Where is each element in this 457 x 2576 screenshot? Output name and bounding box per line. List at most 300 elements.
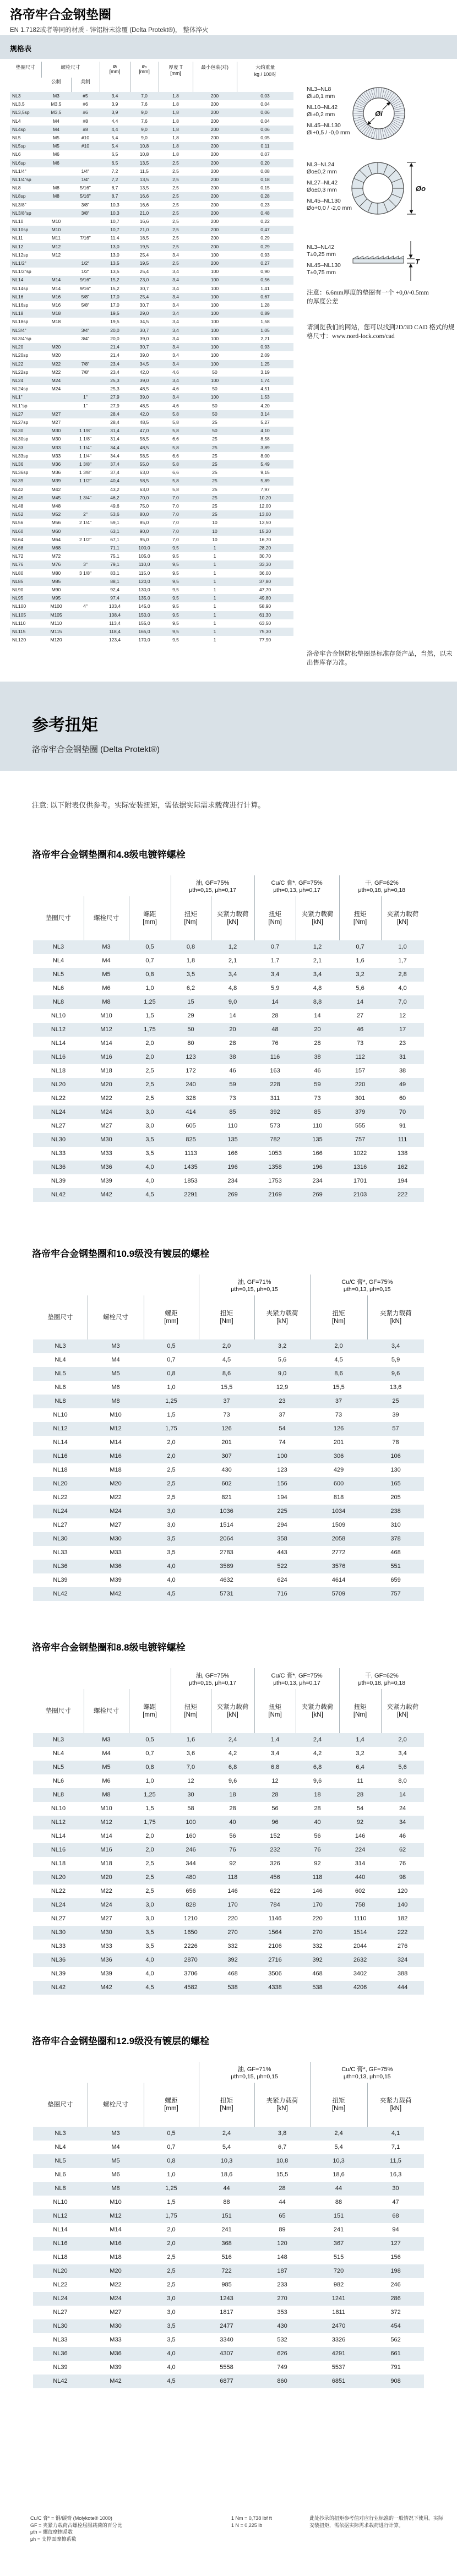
table-cell: 1509 xyxy=(331,1522,346,1528)
table-cell: 58 xyxy=(187,1805,194,1812)
table-cell: 1,05 xyxy=(260,327,270,333)
table-cell: 2,0 xyxy=(222,1343,231,1349)
column-header: 扭矩 [Nm] xyxy=(171,1689,211,1733)
table-cell: NL95 xyxy=(12,595,24,601)
table-cell: 20 xyxy=(229,1026,236,1033)
table-cell: 28,20 xyxy=(259,544,271,551)
table-cell: 372 xyxy=(390,2309,401,2316)
table-cell: M20 xyxy=(110,2268,122,2274)
table-cell: 12 xyxy=(271,1778,279,1784)
table-row xyxy=(33,1023,424,1037)
table-cell: 166 xyxy=(312,1150,323,1157)
table-cell: 118,4 xyxy=(109,629,121,634)
table-cell: 468 xyxy=(390,1549,401,1556)
table-cell: 100 xyxy=(210,344,219,350)
column-header: 夹紧力载荷 [kN] xyxy=(211,1689,254,1733)
table-cell: 15,2 xyxy=(110,277,119,283)
table-cell: 48,5 xyxy=(139,402,149,409)
table-cell: 112 xyxy=(355,1054,365,1060)
table-cell: 13,00 xyxy=(259,511,271,518)
table-row xyxy=(10,92,293,100)
page-subtitle: EN 1.7182或者等同的材质 · 锌铝粉末涂覆 (Delta Protekt®)， 整体淬火 xyxy=(10,27,209,34)
table-cell: M115 xyxy=(50,629,62,634)
table-cell: 58,5 xyxy=(139,478,149,484)
table-cell: 201 xyxy=(333,1439,344,1446)
table-cell: 83,1 xyxy=(110,570,119,576)
table-cell: 44 xyxy=(279,2199,286,2205)
torque-table-title: 洛帝牢合金钢垫圈和4.8级电镀锌螺栓 xyxy=(32,849,186,860)
label-line: Øi±0,2 mm xyxy=(307,111,335,118)
table-cell: NL14 xyxy=(51,1040,66,1047)
table-cell: NL80 xyxy=(12,570,24,576)
outer-dia-tolerances xyxy=(307,161,384,216)
outer-dia-unit: [mm] xyxy=(139,69,150,74)
column-header: 扭矩 [Nm] xyxy=(199,1295,254,1339)
table-cell: NL115 xyxy=(12,629,26,634)
table-cell xyxy=(41,268,71,276)
table-cell: 388 xyxy=(397,1970,408,1977)
table-cell: 3,4 xyxy=(228,971,237,978)
table-cell: M4 xyxy=(53,118,59,124)
table-cell: 151 xyxy=(221,2213,232,2219)
table-cell: 1853 xyxy=(184,1178,198,1184)
table-row xyxy=(10,117,293,126)
table-cell: 246 xyxy=(186,1847,196,1853)
table-cell: 1 1/2" xyxy=(79,478,91,484)
table-cell xyxy=(71,377,100,385)
table-cell: 49,80 xyxy=(259,595,271,601)
table-cell: M20 xyxy=(110,1480,122,1487)
torque-table xyxy=(33,1668,424,1995)
table-cell: M24 xyxy=(110,1508,122,1515)
table-cell: 270 xyxy=(227,1929,238,1936)
table-cell: 5,4 xyxy=(111,135,118,141)
table-cell: M42 xyxy=(110,2378,122,2384)
table-cell: 18 xyxy=(229,1791,236,1798)
table-cell: 38 xyxy=(399,1068,406,1074)
table-cell: M39 xyxy=(100,1970,112,1977)
table-cell: 220 xyxy=(355,1081,366,1088)
table-cell: 392 xyxy=(227,1957,238,1963)
col-header-packaging: 最小包装(对) xyxy=(193,62,237,78)
table-cell: 20,0 xyxy=(110,327,119,333)
table-cell: 47 xyxy=(392,2199,399,2205)
table-cell: M27 xyxy=(100,1915,112,1922)
table-cell: 0,27 xyxy=(260,260,270,266)
table-cell: 532 xyxy=(277,2337,287,2343)
table-cell: M24 xyxy=(100,1902,112,1908)
table-cell: NL18 xyxy=(53,1467,68,1473)
table-cell: 225 xyxy=(277,1508,287,1515)
table-cell: 2226 xyxy=(184,1943,198,1949)
table-cell: 3,4 xyxy=(172,302,179,308)
table-cell: 720 xyxy=(333,2268,344,2274)
table-cell: 2,5 xyxy=(172,177,179,183)
table-cell: 5/8" xyxy=(81,293,90,299)
table-cell: 4,0 xyxy=(167,1577,176,1583)
table-cell: M22 xyxy=(110,2281,122,2288)
table-cell: M27 xyxy=(51,411,61,417)
table-cell: 1,7 xyxy=(270,957,280,964)
table-cell xyxy=(71,243,100,251)
table-cell: NL3/4" xyxy=(12,327,26,333)
table-row xyxy=(33,1940,424,1953)
table-cell: 37 xyxy=(335,1398,342,1404)
footer-disclaimer: 此处抄录的扭矩参考值对应行业标准的一般情况下使用。实际安装扭矩，需依据实际需求载荷进行计算。 xyxy=(309,2515,444,2528)
table-cell: M3 xyxy=(53,93,59,99)
table-cell: 4,4 xyxy=(111,118,118,124)
table-cell: NL39 xyxy=(12,478,24,484)
table-cell: NL3 xyxy=(52,944,64,950)
table-cell: 1 xyxy=(213,570,216,576)
table-cell: 9,6 xyxy=(391,1370,400,1377)
table-cell: NL5 xyxy=(52,1764,64,1771)
table-cell: 16,70 xyxy=(259,536,271,542)
table-cell: 821 xyxy=(221,1494,232,1501)
table-cell: 9,5 xyxy=(172,612,179,618)
table-cell: M6 xyxy=(102,985,111,992)
table-cell: 6,5 xyxy=(111,151,118,157)
table-cell: NL10 xyxy=(51,1805,66,1812)
table-cell: 0,23 xyxy=(260,201,270,208)
table-cell: 76 xyxy=(229,1847,236,1853)
table-cell: 1,25 xyxy=(144,999,156,1005)
table-cell xyxy=(71,410,100,418)
table-cell: 1,8 xyxy=(172,151,179,157)
table-cell: 4,0 xyxy=(145,1178,154,1184)
table-cell: NL42 xyxy=(12,486,24,492)
table-cell: 1113 xyxy=(184,1150,197,1157)
table-cell: 1" xyxy=(83,402,88,409)
table-cell: 5,6 xyxy=(356,985,364,992)
table-cell: NL16 xyxy=(53,1453,68,1459)
table-cell: 3/4" xyxy=(81,327,90,333)
column-header: 垫圈尺寸 xyxy=(45,915,71,922)
table-cell: 1,74 xyxy=(260,377,270,383)
table-cell: NL4 xyxy=(12,118,21,124)
table-row xyxy=(10,343,293,351)
table-cell: 27,9 xyxy=(110,402,119,409)
table-cell: 25,3 xyxy=(110,386,119,392)
table-cell: 1,5 xyxy=(167,2199,176,2205)
table-cell: 63,50 xyxy=(259,620,271,626)
table-cell: 0,67 xyxy=(260,293,270,299)
table-cell: M20 xyxy=(51,352,61,358)
table-row xyxy=(33,1573,424,1587)
label-line: NL10–NL42 xyxy=(307,104,338,111)
table-cell xyxy=(71,486,100,494)
table-cell: NL16 xyxy=(51,1847,66,1853)
table-row xyxy=(10,192,293,200)
table-row xyxy=(10,519,293,527)
table-cell: 5/16" xyxy=(80,193,91,199)
table-cell: 40 xyxy=(229,1819,236,1826)
table-cell: 205 xyxy=(390,1494,401,1501)
table-cell xyxy=(71,628,100,636)
weight-unit: kg / 100对 xyxy=(254,72,276,77)
table-cell: NL3 xyxy=(12,93,21,99)
cad-note: 请浏览我们的网站，您可以找到2D/3D CAD 格式的规格尺寸：www.nord-lock.com/cad xyxy=(307,324,455,340)
table-cell: NL1"sp xyxy=(12,402,28,409)
table-cell: M10 xyxy=(110,1412,122,1418)
table-cell: 3,0 xyxy=(167,2309,176,2316)
table-cell: 1 1/4" xyxy=(79,444,91,450)
table-cell: 2,5 xyxy=(145,1081,154,1088)
table-cell: NL8 xyxy=(52,999,64,1005)
table-cell: 13,6 xyxy=(389,1384,402,1391)
table-cell: 269 xyxy=(312,1191,323,1198)
table-cell: 59,1 xyxy=(110,520,119,526)
table-cell: 2,5 xyxy=(172,219,179,225)
column-header: 夹紧力载荷 [kN] xyxy=(254,2083,310,2127)
table-cell: M33 xyxy=(110,1549,122,1556)
table-cell: 661 xyxy=(390,2350,401,2357)
table-row xyxy=(33,1912,424,1926)
table-cell: 3,4 xyxy=(172,293,179,299)
table-cell: NL30 xyxy=(51,1929,66,1936)
table-cell: 1650 xyxy=(184,1929,198,1936)
table-cell: 9,5 xyxy=(172,603,179,609)
table-cell: 135 xyxy=(312,1136,323,1143)
column-header: 扭矩 [Nm] xyxy=(254,896,296,940)
table-cell: 1,0 xyxy=(398,944,407,950)
table-cell: 48 xyxy=(271,1026,279,1033)
table-row xyxy=(33,2141,424,2154)
table-cell xyxy=(71,351,100,360)
table-cell xyxy=(41,402,71,410)
table-cell: 9,5 xyxy=(172,637,179,643)
table-cell: 0,06 xyxy=(260,126,270,132)
table-cell: 7,0 xyxy=(172,536,179,542)
table-cell: NL64 xyxy=(12,536,24,542)
table-cell: M39 xyxy=(110,1577,122,1583)
table-cell: 14 xyxy=(271,999,279,1005)
table-cell: 92 xyxy=(314,1860,321,1867)
table-cell: 30 xyxy=(392,2185,399,2192)
table-cell: NL39 xyxy=(51,1178,66,1184)
table-row xyxy=(10,360,293,368)
table-cell: 3,0 xyxy=(167,1508,176,1515)
table-cell: 1 xyxy=(213,586,216,592)
table-cell: 56 xyxy=(271,1805,279,1812)
table-cell: 34,4 xyxy=(110,453,119,459)
table-cell: 48,5 xyxy=(139,444,149,450)
table-row xyxy=(33,2223,424,2237)
table-cell: 28 xyxy=(279,2185,286,2192)
table-cell: 269 xyxy=(227,1191,238,1198)
table-cell: 0,03 xyxy=(260,93,270,99)
table-cell: 9,5 xyxy=(172,570,179,576)
table-cell: M42 xyxy=(100,1191,112,1198)
table-cell: NL4 xyxy=(52,1750,64,1757)
table-cell: 828 xyxy=(186,1902,196,1908)
table-cell: #10 xyxy=(81,135,90,141)
table-cell: 241 xyxy=(221,2226,232,2233)
table-cell: 1,5 xyxy=(167,1412,176,1418)
label-line: μh = 支撑面摩擦系数 xyxy=(30,2536,77,2542)
inner-dia-tolerances xyxy=(307,86,384,140)
table-cell: M10 xyxy=(110,2199,122,2205)
table-cell: 49 xyxy=(399,1081,406,1088)
table-row xyxy=(33,1560,424,1573)
table-cell: NL8 xyxy=(55,1398,66,1404)
table-cell: 602 xyxy=(355,1888,366,1894)
table-cell: 4,5 xyxy=(145,1984,154,1991)
table-cell: 8,6 xyxy=(334,1370,343,1377)
col-header-metric: 公制 xyxy=(51,79,61,84)
table-cell: NL10 xyxy=(12,219,24,225)
table-cell: 8,00 xyxy=(260,453,270,459)
table-cell: 749 xyxy=(277,2364,287,2371)
table-cell: 15,5 xyxy=(333,1384,345,1391)
table-cell: 1053 xyxy=(268,1150,282,1157)
table-cell: 6,4 xyxy=(356,1764,364,1771)
table-cell: 0,8 xyxy=(167,2158,176,2164)
table-cell xyxy=(41,201,71,209)
table-cell: 2,5 xyxy=(167,1494,176,1501)
table-cell: 21,0 xyxy=(139,227,149,233)
table-cell: 1,8 xyxy=(172,93,179,99)
table-cell: 15,2 xyxy=(110,285,119,291)
table-cell: 200 xyxy=(210,143,219,149)
table-cell: M4 xyxy=(111,2144,120,2150)
table-cell: 7,0 xyxy=(398,999,407,1005)
table-cell: 6,2 xyxy=(186,985,195,992)
table-cell: 46 xyxy=(229,1068,236,1074)
table-cell: 0,15 xyxy=(260,185,270,191)
table-row xyxy=(10,234,293,242)
table-cell: 522 xyxy=(277,1563,287,1570)
table-row xyxy=(33,1926,424,1940)
table-cell: 311 xyxy=(270,1095,280,1102)
table-cell xyxy=(71,159,100,167)
table-cell: 7,6 xyxy=(141,101,148,107)
table-cell: 120 xyxy=(397,1888,408,1894)
table-cell: 80,0 xyxy=(139,511,149,518)
table-cell: 3,4 xyxy=(270,1750,280,1757)
table-cell: NL14 xyxy=(53,2226,68,2233)
table-cell: NL3 xyxy=(52,1736,64,1743)
table-cell: 170 xyxy=(312,1902,323,1908)
table-cell: NL27 xyxy=(53,2309,68,2316)
table-row xyxy=(33,2154,424,2168)
table-cell: 162 xyxy=(397,1164,408,1170)
table-cell: 1110 xyxy=(353,1915,367,1922)
table-cell: 31 xyxy=(399,1054,406,1060)
table-cell: 3,5 xyxy=(186,971,195,978)
table-cell: 286 xyxy=(390,2295,401,2302)
table-cell: NL20 xyxy=(51,1874,66,1881)
table-cell: NL24 xyxy=(12,377,24,383)
label-line: GF = 夹紧力载荷占螺栓屈服载荷的百分比 xyxy=(30,2522,122,2528)
table-row xyxy=(10,444,293,452)
table-cell: 34,5 xyxy=(139,319,149,325)
table-row xyxy=(10,285,293,293)
table-cell: 4206 xyxy=(353,1984,367,1991)
table-cell: 4,5 xyxy=(145,1191,154,1198)
table-cell: 4,0 xyxy=(145,1957,154,1963)
table-cell: M14 xyxy=(51,277,61,283)
table-cell: M27 xyxy=(51,419,61,425)
table-cell: 2772 xyxy=(331,1549,346,1556)
table-cell: 1358 xyxy=(268,1164,282,1170)
table-cell: 1 xyxy=(213,637,216,643)
table-cell: 9,0 xyxy=(228,999,237,1005)
inner-dia-symbol: øᵢ xyxy=(113,63,117,69)
table-cell: 23,4 xyxy=(110,369,119,375)
table-cell: M30 xyxy=(51,436,61,442)
table-cell: 200 xyxy=(210,151,219,157)
table-cell: 2,0 xyxy=(145,1040,154,1047)
label-pair xyxy=(307,262,384,276)
column-header: 夹紧力载荷 [kN] xyxy=(211,896,254,940)
table-cell: M3 xyxy=(111,2130,120,2137)
column-header: 螺距 [mm] xyxy=(129,1689,171,1733)
label-line: NL3–NL42 xyxy=(307,244,335,250)
table-cell: 0,22 xyxy=(260,219,270,225)
table-cell: 96 xyxy=(271,1819,279,1826)
table-cell: NL5 xyxy=(52,971,64,978)
table-cell: M30 xyxy=(110,1535,122,1542)
table-cell: 7,0 xyxy=(172,494,179,500)
table-row xyxy=(33,2264,424,2278)
table-cell: 3,4 xyxy=(172,352,179,358)
label-line: NL3–NL8 xyxy=(307,86,331,92)
table-cell: NL14 xyxy=(53,1439,68,1446)
table-cell: 19,5 xyxy=(139,243,149,249)
column-header: 夹紧力载荷 [kN] xyxy=(254,1295,310,1339)
table-row xyxy=(10,402,293,410)
table-cell: 1 3/4" xyxy=(79,494,91,500)
table-cell: 234 xyxy=(227,1178,238,1184)
table-cell: 234 xyxy=(312,1178,323,1184)
table-cell: 306 xyxy=(333,1453,344,1459)
table-row xyxy=(10,510,293,519)
table-cell: NL12 xyxy=(53,1425,68,1432)
table-cell: 4,1 xyxy=(391,2130,400,2137)
table-cell: M36 xyxy=(100,1164,112,1170)
table-cell: 5,8 xyxy=(172,411,179,417)
table-cell: 7/16" xyxy=(80,235,91,241)
table-cell: 172 xyxy=(186,1068,196,1074)
table-row xyxy=(10,259,293,268)
table-cell: NL14 xyxy=(12,277,24,283)
table-cell: NL105 xyxy=(12,612,26,618)
table-row xyxy=(33,1816,424,1829)
table-row xyxy=(10,368,293,377)
table-cell: NL42 xyxy=(53,1591,68,1597)
table-cell: 50 xyxy=(212,386,217,392)
table-cell: 12,9 xyxy=(276,1384,289,1391)
table-cell: NL12 xyxy=(51,1819,66,1826)
table-cell: 324 xyxy=(397,1957,408,1963)
table-cell: 31,4 xyxy=(110,428,119,434)
table-cell: 2,5 xyxy=(172,235,179,241)
table-cell: 34,5 xyxy=(139,361,149,367)
table-row xyxy=(10,335,293,343)
table-cell: 2,1 xyxy=(228,957,237,964)
table-cell: 2,5 xyxy=(172,168,179,174)
table-cell: 100 xyxy=(210,277,219,283)
column-header: 扭矩 [Nm] xyxy=(339,896,381,940)
table-cell: 126 xyxy=(333,1425,344,1432)
table-row xyxy=(33,2292,424,2306)
table-row xyxy=(33,1188,424,1202)
table-cell: 1 xyxy=(213,544,216,551)
table-cell: 6,8 xyxy=(228,1764,237,1771)
table-cell: 456 xyxy=(270,1874,280,1881)
table-cell: 985 xyxy=(221,2281,232,2288)
